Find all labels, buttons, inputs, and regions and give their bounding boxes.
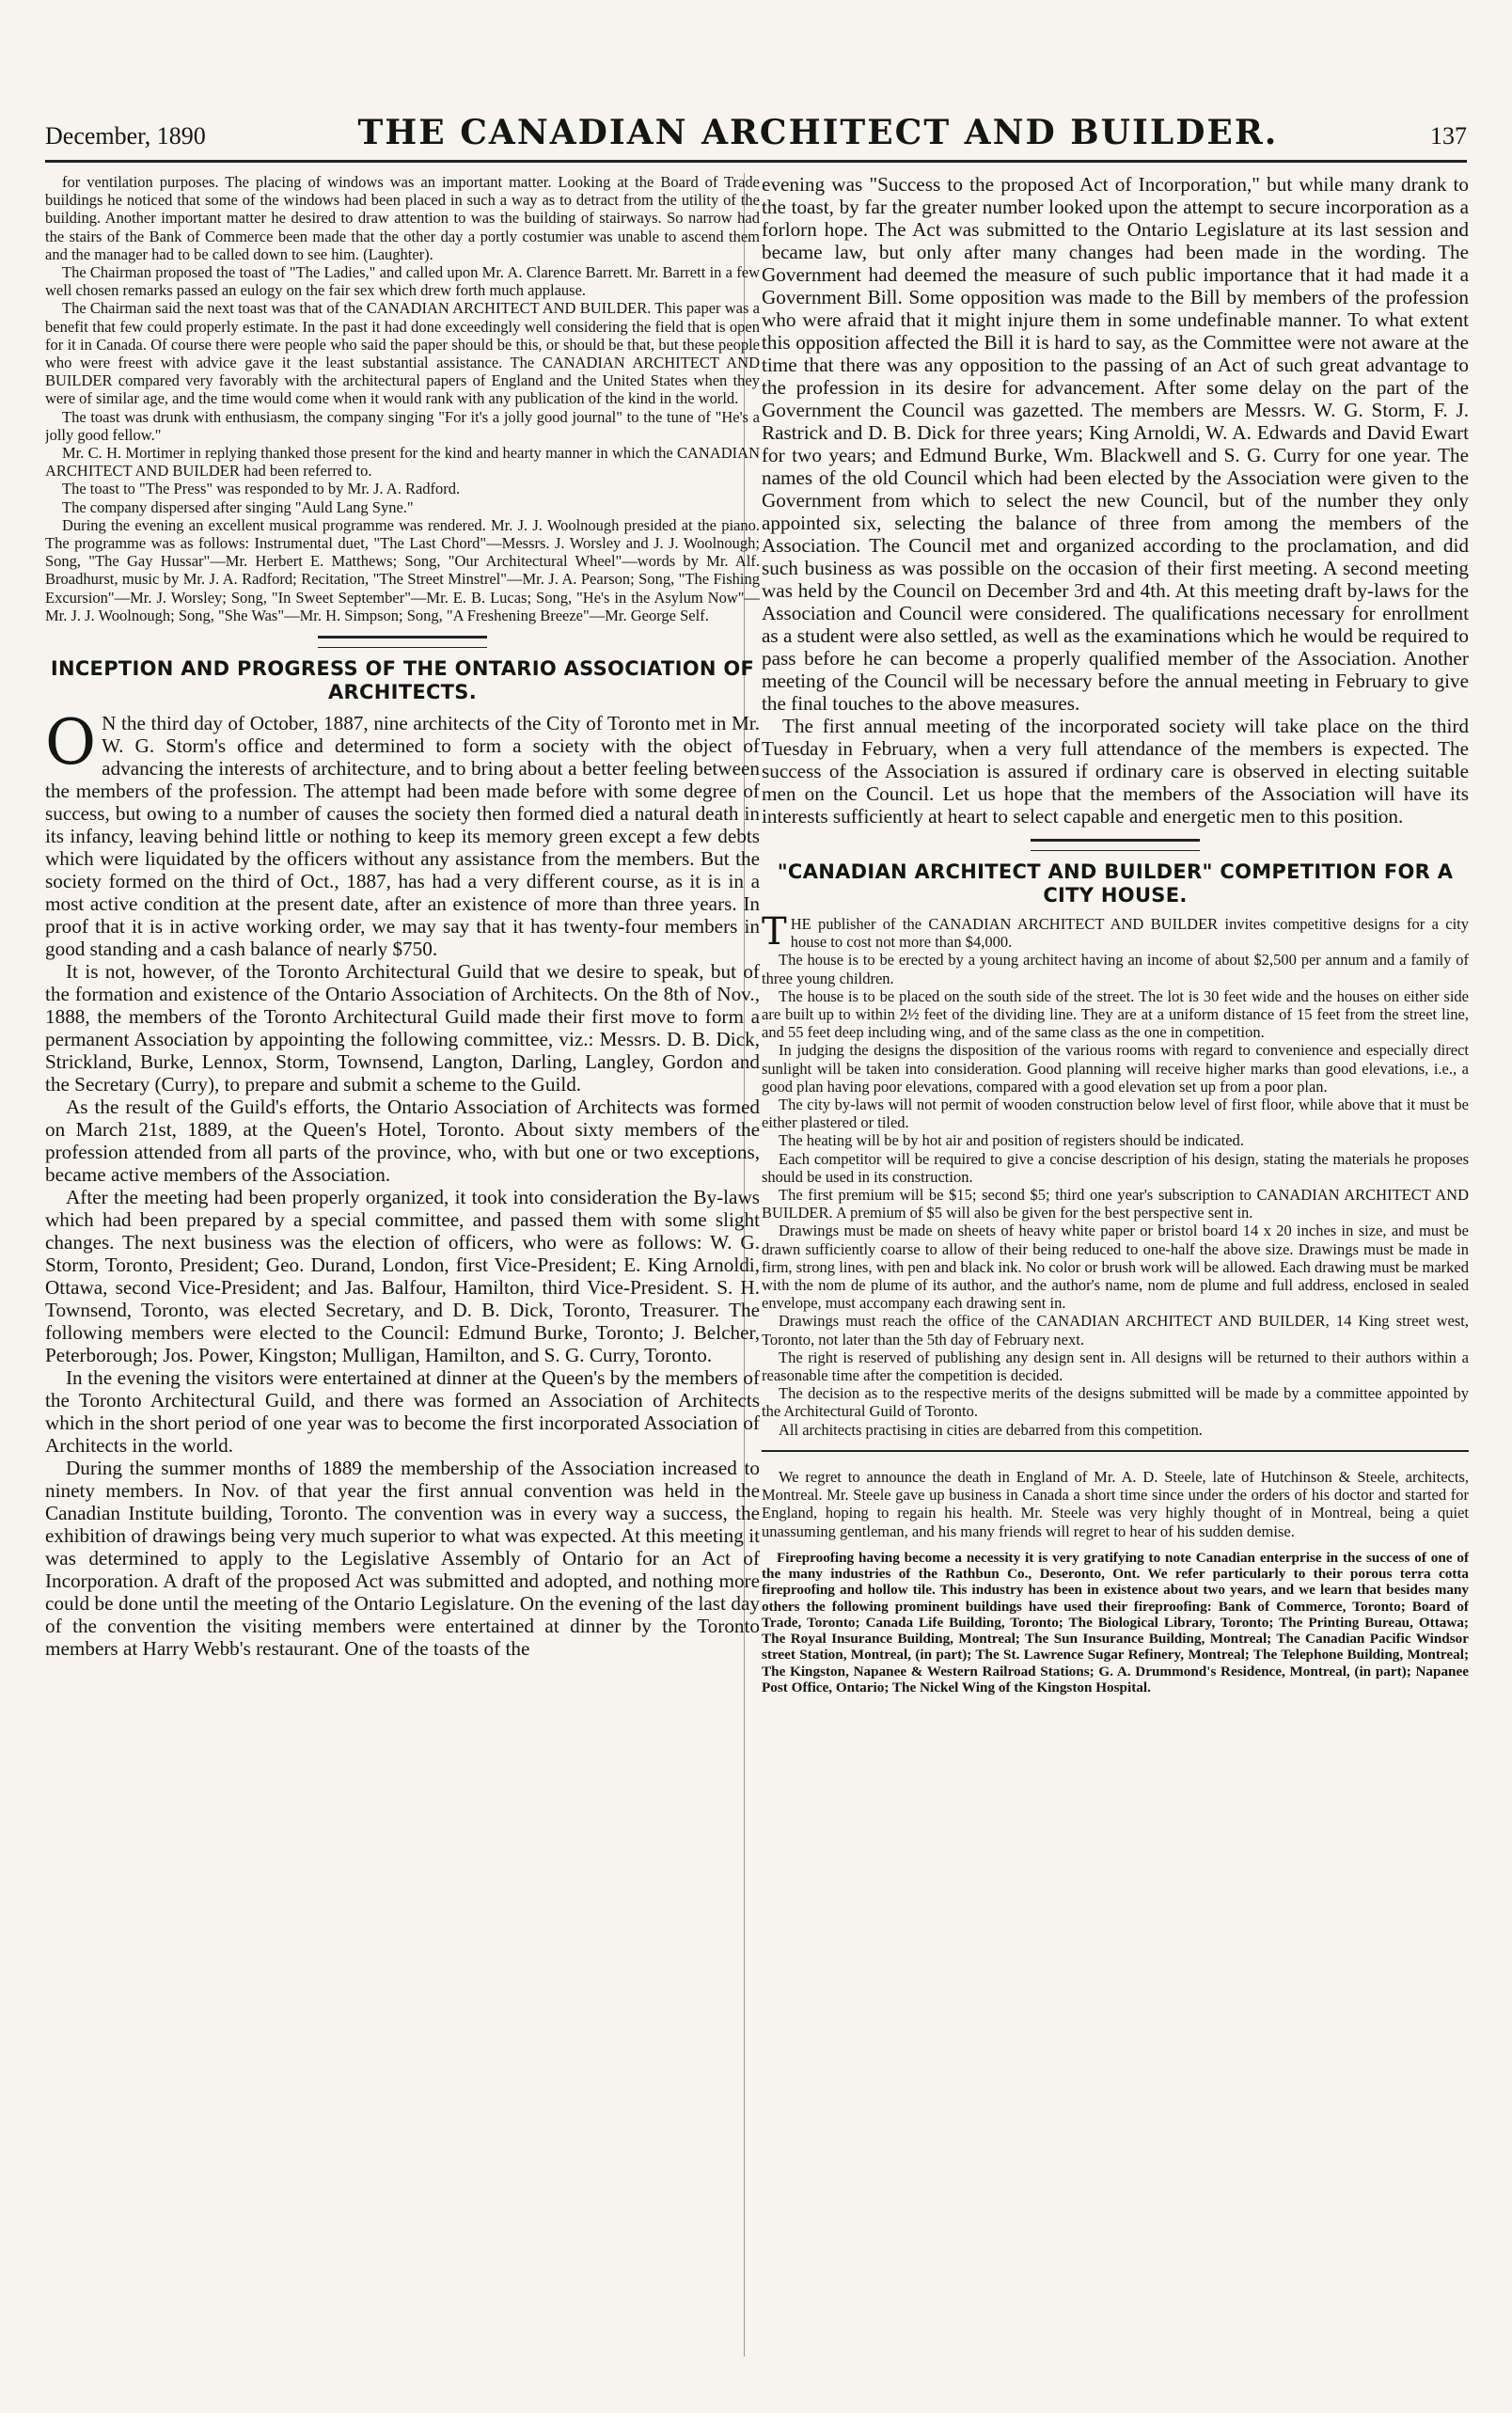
article-first-text: N the third day of October, 1887, nine architects of the City of Toronto met in Mr. W. G. Storm's office and determined to form a society with the object of advancing the interests of architecture, and to bring about a better feeling between the members of the profession. The attempt had been made before with some degree of success, but owing to a number of causes the society then formed died a natural death in its infancy, leaving behind little or nothing to keep its memory green except a few debts which were liquidated by the officers without any assistance from the members. But the society formed on the third of Oct., 1887, has had a very different course, as it is in a most active condition at the present date, after an existence of more than three years. In proof that it is in active working order, we may say that it has twenty-four members in good standing and a cash balance of nearly $750.: [45, 712, 760, 961]
article-paragraph: During the summer months of 1889 the membership of the Association increased to ninety members. In Nov. of that year the first annual convention was held in the Canadian Institute building, Toronto. The convention was in every way a success, the exhibition of drawings being very much superior to what was expected. At this meeting it was determined to apply to the Legislative Assembly of Ontario for an Act of Incorporation. A draft of the proposed Act was submitted and adopted, and nothing more could be done until the meeting of the Ontario Legislature. On the evening of the last day of the convention the visiting members were entertained at dinner by the Toronto members at Harry Webb's restaurant. One of the toasts of the: [45, 1457, 760, 1661]
article-paragraph: In the evening the visitors were entertained at dinner at the Queen's by the members of the Toronto Architectural Guild, and there was formed an Association of Architects which in the short period of one year was to become the first incorporated Association of Architects in the world.: [45, 1366, 760, 1458]
intro-paragraph: The toast to "The Press" was responded to by Mr. J. A. Radford.: [62, 480, 461, 498]
competition-heading: "CANADIAN ARCHITECT AND BUILDER" COMPETITION FOR A CITY HOUSE.: [777, 860, 1454, 907]
competition-paragraph: The house is to be placed on the south side of the street. The lot is 30 feet wide and the houses on either side are built up to within 2½ feet of the dividing line. They are at a uniform distance of 15 feet from the street line, and 55 feet deep including wing, and of the same class as the one in competition.: [762, 986, 1469, 1042]
section-divider: [762, 1450, 1469, 1455]
article-paragraph: After the meeting had been properly organized, it took into consideration the By-laws which had been prepared by a special committee, and passed them with some slight changes. The next business was the election of officers, who were as follows: W. G. Storm, Toronto, President; Geo. Durand, London, first Vice-President; E. King Arnoldi, Ottawa, second Vice-President; and Jas. Balfour, Hamilton, third Vice-President. S. H. Townsend, Toronto, was elected Secretary, and D. B. Dick, Toronto, Treasurer. The following members were elected to the Council: Edmund Burke, Toronto; J. Belcher, Peterborough; Jos. Power, Kingston; Mulligan, Hamilton, and S. G. Curry, Toronto.: [45, 1186, 760, 1367]
intro-paragraph: The Chairman proposed the toast of "The Ladies," and called upon Mr. A. Clarence Barrett. Mr. Barrett in a few well chosen remarks passed an eulogy on the fair sex which drew forth much applause.: [45, 263, 760, 300]
competition-paragraph: Drawings must reach the office of the CANADIAN ARCHITECT AND BUILDER, 14 King street west, Toronto, not later than the 5th day of February next.: [762, 1312, 1469, 1348]
intro-paragraph: The company dispersed after singing "Auld Lang Syne.": [62, 497, 414, 516]
obituary-paragraph: We regret to announce the death in England of Mr. A. D. Steele, late of Hutchinson & Steele, architects, Montreal. Mr. Steele gave up business in Canada a short time since under the orders of his doctor and started for England, hoping to regain his health. Mr. Steele was very highly thought of in Montreal, being a quiet unassuming gentleman, and his many friends will regret to hear of his sudden demise.: [762, 1467, 1469, 1540]
competition-paragraph: The house is to be erected by a young architect having an income of about $2,500 per annum and a family of three young children.: [762, 951, 1469, 987]
article-paragraph: As the result of the Guild's efforts, the Ontario Association of Architects was formed on March 21st, 1889, at the Queen's Hotel, Toronto. About sixty members of the profession attended from all parts of the province, who, with but one or two exceptions, became active members of the Association.: [45, 1096, 760, 1187]
drop-cap: O: [45, 706, 97, 780]
continuation-paragraph: The first annual meeting of the incorporated society will take place on the third Tuesday in February, when a very full attendance of the members is expected. The success of the Association is assured if ordinary care is observed in electing suitable men on the Council. Let us hope that the members of the Association will have its interests sufficiently at heart to select capable and energetic men to this position.: [762, 715, 1469, 828]
page-header: [45, 113, 1467, 160]
competition-paragraph: The decision as to the respective merits of the designs submitted will be made by a committee appointed by the Architectural Guild of Toronto.: [762, 1384, 1469, 1421]
intro-paragraph: The toast was drunk with enthusiasm, the company singing "For it's a jolly good journal" to the tune of "He's a jolly good fellow.": [45, 407, 760, 444]
section-divider: [318, 636, 487, 648]
masthead-title: THE CANADIAN ARCHITECT AND BUILDER.: [357, 113, 1279, 152]
intro-paragraph: for ventilation purposes. The placing of windows was an important matter. Looking at the Board of Trade buildings he noticed that some of the windows had been placed in such a way as to detract from the utility of the building. Another important matter he desired to draw attention to was the building of stairways. So narrow had the stairs of the Bank of Commerce been made that the other day a portly costumier was unable to ascend them and the manager had to be called down to see him. (Laughter).: [45, 173, 760, 263]
issue-date: December, 1890: [45, 122, 206, 150]
intro-paragraph: During the evening an excellent musical programme was rendered. Mr. J. J. Woolnough presided at the piano. The programme was as follows: Instrumental duet, "The Last Chord"—Messrs. J. Worsley and J. J. Woolnough; Song, "The Gay Hussar"—Mr. Herbert E. Matthews; Song, "Our Architectural Wheel"—words by Mr. Alf. Broadhurst, music by Mr. J. A. Radford; Recitation, "The Street Minstrel"—Mr. J. A. Pearson; Song, "The Fishing Excursion"—Mr. J. Worsley; Song, "In Sweet September"—Mr. E. B. Lucas; Song, "He's in the Asylum Now"—Mr. J. J. Woolnough; Song, "She Was"—Mr. H. Simpson; Song, "A Freshening Breeze"—Mr. George Self.: [45, 515, 760, 624]
competition-first-paragraph: [762, 910, 1469, 954]
competition-paragraph: The city by-laws will not permit of wooden construction below level of first floor, while above that it must be either plastered or tiled.: [762, 1096, 1469, 1132]
competition-paragraph: Each competitor will be required to give a concise description of his design, stating the materials he proposes should be used in its construction.: [762, 1149, 1469, 1186]
fireproofing-notice: [762, 1550, 1469, 1696]
right-column: [762, 173, 1469, 2368]
header-rule: [45, 160, 1467, 163]
intro-paragraph: The Chairman said the next toast was that of the CANADIAN ARCHITECT AND BUILDER. This paper was a benefit that few could properly estimate. In the past it had done exceedingly well considering the field that is open for it in Canada. Of course there were people who said the paper should be this, or should be that, but these people who were freest with advice gave it the least substantial assistance. The CANADIAN ARCHITECT AND BUILDER compared very favorably with the architectural papers of England and the United States when they were of similar age, and the time would come when it would rank with any publication of the kind in the world.: [45, 299, 760, 408]
article-first-paragraph: [45, 706, 760, 961]
article-heading: INCEPTION AND PROGRESS OF THE ONTARIO ASSOCIATION OF ARCHITECTS.: [50, 657, 755, 704]
page-number: 137: [1429, 122, 1467, 150]
continuation-paragraph: evening was "Success to the proposed Act of Incorporation," but while many drank to the toast, by far the greater number looked upon the attempt to secure incorporation as a forlorn hope. The Act was submitted to the Ontario Legislature at its last session and became law, but only after many changes had been made in the wording. The Government had deemed the measure of such public importance that it had made it a Government Bill. Some opposition was made to the Bill by members of the profession who were afraid that it might injure them in some undefinable manner. To what extent this opposition affected the Bill it is hard to say, as the Committee were not aware at the time that there was any opposition to the passing of an Act of such great advantage to the profession in its desire for advancement. After some delay on the part of the Government the Council was gazetted. The members are Messrs. W. G. Storm, F. J. Rastrick and D. B. Dick for three years; King Arnoldi, W. A. Edwards and David Ewart for two years; and Edmund Burke, Wm. Blackwell and S. G. Curry for one year. The names of the old Council which had been elected by the Association were given to the Government from which to select the new Council, but of the number they only appointed six, selecting the balance of three from among the members of the Association. The Council met and organized according to the proclamation, and did such business as was possible on the occasion of their first meeting. A second meeting was held by the Council on December 3rd and 4th. At this meeting draft by-laws for the Association and Council were considered. The qualifications necessary for enrollment as a student were also settled, as well as the examinations which he would be required to pass before he can become a properly qualified member of the Association. Another meeting of the Council will be necessary before the annual meeting in February to give the final touches to the above measures.: [762, 173, 1469, 715]
competition-paragraph: Drawings must be made on sheets of heavy white paper or bristol board 14 x 20 inches in size, and must be drawn sufficiently coarse to allow of their being reduced to one-half the above size. Drawings must be made in firm, strong lines, with pen and black ink. No color or brush work will be allowed. Each drawing must be marked with the nom de plume of its author, and the author's name, nom de plume and full address, enclosed in sealed envelope, must accompany each drawing sent in.: [762, 1222, 1469, 1313]
article-body: [45, 706, 760, 1661]
competition-paragraph: The heating will be by hot air and position of registers should be indicated.: [779, 1131, 1244, 1150]
competition-paragraph: In judging the designs the disposition of the various rooms with regard to convenience and especially direct sunlight will be taken into consideration. Good planning will receive higher marks than good elevations, i.e., a good plan having poor elevations, compared with a good elevation set up from a poor plan.: [762, 1041, 1469, 1096]
obituary-notice: [762, 1468, 1469, 1540]
article-paragraph: It is not, however, of the Toronto Architectural Guild that we desire to speak, but of the formation and existence of the Ontario Association of Architects. On the 8th of Nov., 1888, the members of the Toronto Architectural Guild made their first move to form a permanent Association by appointing the following committee, viz.: Messrs. D. B. Dick, Strickland, Burke, Lennox, Storm, Townsend, Langton, Darling, Langley, Gordon and the Secretary (Curry), to prepare and submit a scheme to the Guild.: [45, 960, 760, 1096]
competition-body: [762, 910, 1469, 1439]
intro-paragraph: Mr. C. H. Mortimer in replying thanked those present for the kind and hearty manner in which the CANADIAN ARCHITECT AND BUILDER had been referred to.: [45, 444, 760, 481]
section-divider: [1031, 839, 1200, 851]
article-continuation: [762, 173, 1469, 828]
fireproofing-paragraph: Fireproofing having become a necessity it is very gratifying to note Canadian enterprise in the success of one of the many industries of the Rathbun Co., Deseronto, Ont. We refer particularly to their porous terra cotta fireproofing and hollow tile. This industry has been in existence about two years, and we learn that besides many others the following prominent buildings have used their fireproofing: Bank of Commerce, Toronto; Board of Trade, Toronto; Canada Life Building, Toronto; The Biological Library, Toronto; The Printing Bureau, Ottawa; The Royal Insurance Building, Montreal; The Sun Insurance Building, Montreal; The Canadian Pacific Windsor street Station, Montreal, (in part); The St. Lawrence Sugar Refinery, Montreal; The Telephone Building, Montreal; The Kingston, Napanee & Western Railroad Stations; G. A. Drummond's Residence, Montreal, (in part); Napanee Post Office, Ontario; The Nickel Wing of the Kingston Hospital.: [762, 1549, 1469, 1696]
competition-first-text: HE publisher of the CANADIAN ARCHITECT AND BUILDER invites competitive designs for a city house to cost not more than $4,000.: [790, 915, 1469, 952]
competition-paragraph: All architects practising in cities are debarred from this competition.: [779, 1420, 1203, 1439]
left-column: [45, 173, 760, 2368]
competition-paragraph: The right is reserved of publishing any design sent in. All designs will be returned to their authors within a reasonable time after the competition is decided.: [762, 1348, 1469, 1385]
dinner-report: [45, 173, 760, 624]
drop-cap: T: [762, 910, 787, 954]
competition-paragraph: The first premium will be $15; second $5; third one year's subscription to CANADIAN ARCHITECT AND BUILDER. A premium of $5 will also be given for the best perspective sent in.: [762, 1186, 1469, 1222]
